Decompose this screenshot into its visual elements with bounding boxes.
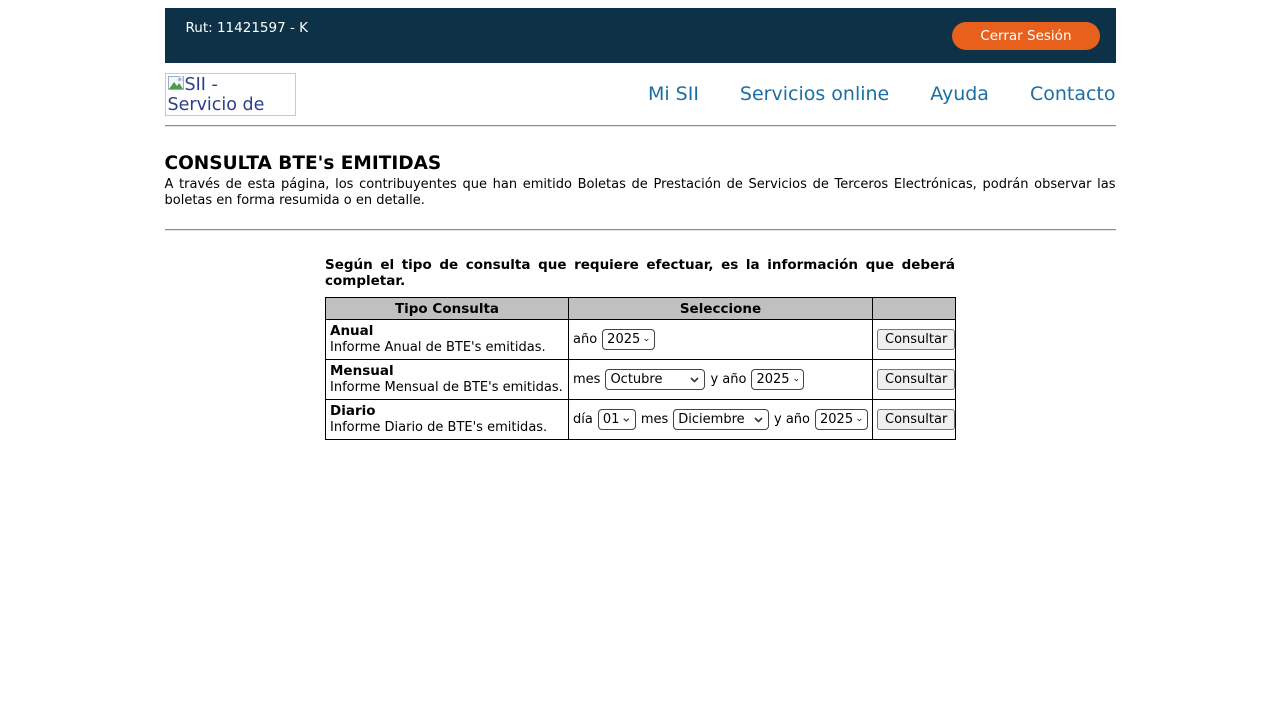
divider-middle	[165, 229, 1116, 231]
mensual-description: Informe Mensual de BTE's emitidas.	[330, 379, 563, 395]
mensual-month-value: Octubre	[610, 372, 663, 387]
header-seleccione: Seleccione	[569, 298, 873, 320]
page-description: A través de esta página, los contribuyentes que han emitido Boletas de Prestación de Servicios de Terceros Electrónicas, podrán observar las boletas en forma resumida o en detalle.	[164, 177, 1116, 208]
mensual-year-label: y año	[710, 372, 747, 387]
diario-month-select[interactable]	[673, 409, 769, 430]
table-row-diario	[326, 400, 956, 440]
anual-year-value: 2025	[607, 332, 641, 347]
diario-month-label: mes	[640, 412, 669, 427]
diario-year-value: 2025	[820, 412, 854, 427]
diario-day-label: día	[573, 412, 593, 427]
diario-consultar-button[interactable]: Consultar	[877, 409, 955, 430]
table-row-anual	[326, 320, 956, 360]
diario-year-select[interactable]	[815, 409, 868, 430]
diario-description: Informe Diario de BTE's emitidas.	[330, 419, 548, 435]
nav-mi-sii[interactable]: Mi SII	[647, 83, 699, 105]
nav-contacto[interactable]: Contacto	[1029, 83, 1116, 105]
mensual-month-label: mes	[573, 372, 601, 387]
nav-ayuda[interactable]: Ayuda	[930, 83, 989, 105]
mensual-consultar-button[interactable]: Consultar	[877, 369, 955, 390]
mensual-title: Mensual	[330, 363, 394, 379]
diario-year-label: y año	[774, 412, 810, 427]
rut-label: Rut: 11421597 - K	[185, 20, 308, 36]
chevron-down-icon	[644, 337, 649, 343]
table-header-row	[326, 298, 956, 320]
diario-tipo-cell	[326, 400, 569, 440]
instruction-text: Según el tipo de consulta que requiere efectuar, es la información que deberá completar.	[325, 257, 955, 289]
mensual-tipo-cell	[326, 360, 569, 400]
page-container	[165, 8, 1116, 440]
diario-select-cell	[569, 400, 873, 440]
consulta-section	[325, 258, 955, 440]
anual-year-select[interactable]	[602, 329, 655, 350]
chevron-down-icon	[623, 417, 629, 423]
table-row-mensual	[326, 360, 956, 400]
sii-logo-broken-image[interactable]	[165, 73, 296, 116]
logo-nav-row	[165, 63, 1116, 125]
anual-year-label: año	[573, 332, 598, 347]
anual-consultar-button[interactable]: Consultar	[877, 329, 955, 350]
mensual-select-cell	[569, 360, 873, 400]
broken-image-icon	[168, 76, 184, 90]
mensual-action-cell	[873, 360, 956, 400]
mensual-year-value: 2025	[756, 372, 790, 387]
diario-day-select[interactable]	[598, 409, 636, 430]
page-title: CONSULTA BTE's EMITIDAS	[164, 153, 442, 174]
chevron-down-icon	[754, 417, 763, 423]
diario-day-value: 01	[602, 412, 620, 427]
chevron-down-icon	[690, 377, 699, 383]
logo-alt-text: SII - Servicio de	[167, 74, 265, 115]
diario-action-cell	[873, 400, 956, 440]
mensual-month-select[interactable]	[605, 369, 705, 390]
logout-button[interactable]: Cerrar Sesión	[952, 22, 1099, 50]
divider-top	[165, 125, 1116, 127]
main-nav	[648, 83, 1116, 105]
mensual-year-select[interactable]	[751, 369, 804, 390]
anual-description: Informe Anual de BTE's emitidas.	[330, 339, 546, 355]
anual-tipo-cell	[326, 320, 569, 360]
chevron-down-icon	[794, 377, 799, 383]
diario-month-value: Diciembre	[678, 412, 745, 427]
anual-action-cell	[873, 320, 956, 360]
header-action	[873, 298, 956, 320]
consulta-table	[325, 297, 956, 440]
chevron-down-icon	[857, 417, 862, 423]
anual-select-cell	[569, 320, 873, 360]
diario-title: Diario	[330, 403, 376, 419]
nav-servicios-online[interactable]: Servicios online	[739, 83, 890, 105]
anual-title: Anual	[330, 323, 374, 339]
header-tipo-consulta: Tipo Consulta	[326, 298, 569, 320]
session-bar	[165, 8, 1116, 63]
